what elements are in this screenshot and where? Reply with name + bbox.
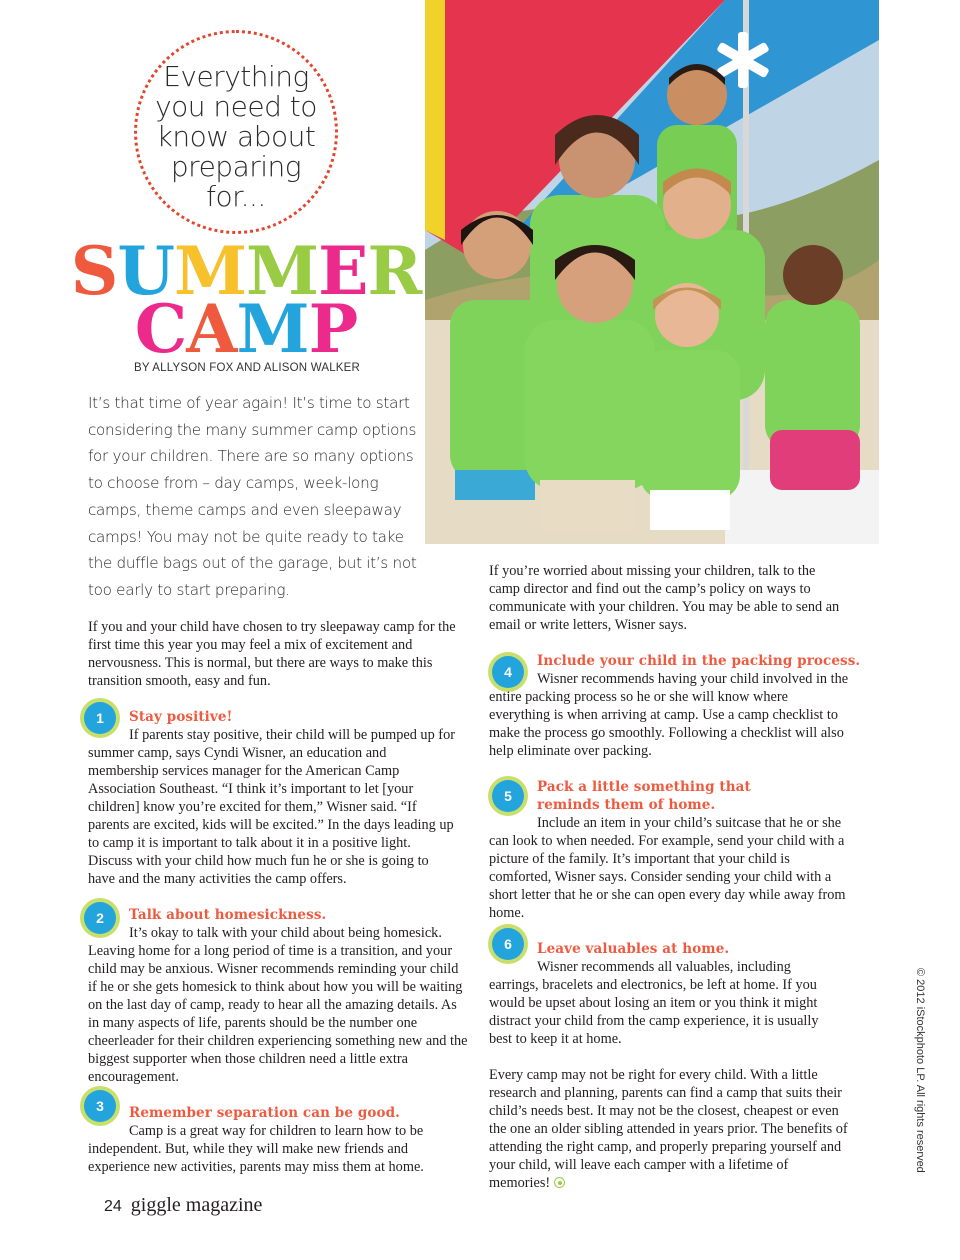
tip-4-heading: Include your child in the packing process.	[537, 653, 861, 669]
summer-letter-5: E	[318, 232, 368, 310]
camp-letter-1: C	[134, 290, 187, 368]
summer-letter-4: M	[246, 232, 319, 310]
camp-letter-2: A	[186, 290, 237, 368]
tip-3-heading: Remember separation can be good.	[129, 1105, 400, 1121]
closing-text: Every camp may not be right for every child. With a little research and planning, parents can find a camp that suits their child’s needs best. It may not be the closest, cheapest or even the one an older sibling attended in years prior. The benefits of attending the right camp, and properly preparing yourself and your child, will leave each camper with a lifetime of memories!	[489, 1067, 848, 1191]
page-number: 24	[104, 1198, 122, 1215]
summer-letter-3: M	[173, 232, 247, 310]
tip-2-badge: 2	[84, 902, 116, 934]
tip-1-body: If parents stay positive, their child will be pumped up for summer camp, says Cyndi Wisner, an education and membership services manager for the American Camp Association Southeast. “I think it’s important to let [your children] know you’re excited for them,” Wisner said. “If parents are excited, kids will be excited.” In the days leading up to camp it is important to talk about it in a positive light. Discuss with your child how much fun he or she is going to have and the many activities the camp offers.	[88, 727, 455, 887]
magazine-name: giggle magazine	[130, 1194, 263, 1216]
intro-tagline: Everything you need to know about preparing for...	[155, 60, 317, 213]
tip-1-heading: Stay positive!	[129, 709, 233, 725]
byline: BY ALLYSON FOX AND ALISON WALKER	[134, 362, 361, 374]
end-mark-icon	[554, 1177, 565, 1188]
photo-credit: © 2012 iStockphoto LP. All rights reserved	[914, 968, 926, 1173]
hero-photo	[425, 0, 879, 544]
summer-letter-1: S	[70, 232, 118, 310]
tip-1-badge: 1	[84, 702, 116, 734]
camp-letter-4: P	[308, 290, 358, 368]
tip-4-badge: 4	[492, 656, 524, 688]
summer-letter-2: U	[117, 232, 174, 310]
tip-2-body: It’s okay to talk with your child about being homesick. Leaving home for a long period of time is a transition, and your child may be anxious. Wisner recommends reminding your child if he or she gets homesick to think about how you will be waiting on the last day of camp, ready to hear all the amazing details. As in many aspects of life, parents should be the number one cheerleader for their children experiencing something new and the biggest supporter when those children need a little extra encouragement.	[88, 925, 468, 1085]
tip-5-badge: 5	[492, 780, 524, 812]
tip-3-body: Camp is a great way for children to learn how to be independent. But, while they will make new friends and experience new activities, parents may miss them at home.	[88, 1123, 424, 1175]
tip-2-heading: Talk about homesickness.	[129, 907, 327, 923]
closing-paragraph	[489, 1066, 849, 1192]
tip-6-heading: Leave valuables at home.	[537, 941, 730, 957]
camp-letter-3: M	[236, 290, 309, 368]
tip-6-body: Wisner recommends all valuables, including earrings, bracelets and electronics, be left at home. If you would be upset about losing an item or you think it might distract your child from the camp experience, it is usually best to keep it at home.	[489, 959, 819, 1047]
intro-paragraph: If you and your child have chosen to try sleepaway camp for the first time this year you may feel a mix of excitement and nervousness. This is normal, but there are ways to make this transition smooth, easy and fun.	[88, 619, 456, 689]
tip-6-badge: 6	[492, 928, 524, 960]
page-footer	[104, 1194, 262, 1217]
col2-intro-paragraph: If you’re worried about missing your children, talk to the camp director and find out the camp’s policy on ways to communicate with your children. You may be able to send an email or write letters, Wisner says.	[489, 563, 840, 633]
tip-3-badge: 3	[84, 1090, 116, 1122]
tip-5-heading: Pack a little something that reminds them of home.	[537, 779, 751, 813]
summer-letter-6: R	[367, 232, 422, 310]
children-at-camp-illustration	[425, 0, 879, 544]
tip-5-body: Include an item in your child’s suitcase that he or she can look to when needed. For example, send your child with a picture of the family. It’s important that your child is comforted, Wisner says. Consider sending your child with a short letter that he or she can open every day while away from home.	[489, 815, 846, 921]
tip-4-body: Wisner recommends having your child involved in the entire packing process so he or she will know where everything is when arriving at camp. Use a camp checklist to make the process go smoothly. Following a checklist will also help eliminate over packing.	[489, 671, 849, 759]
lede-paragraph: It’s that time of year again! It’s time to start considering the many summer camp options for your children. There are so many options to choose from – day camps, week-long camps, theme camps and even sleepaway camps! You may not be quite ready to take the duffle bags out of the garage, but it’s not too early to start preparing.	[88, 394, 417, 599]
